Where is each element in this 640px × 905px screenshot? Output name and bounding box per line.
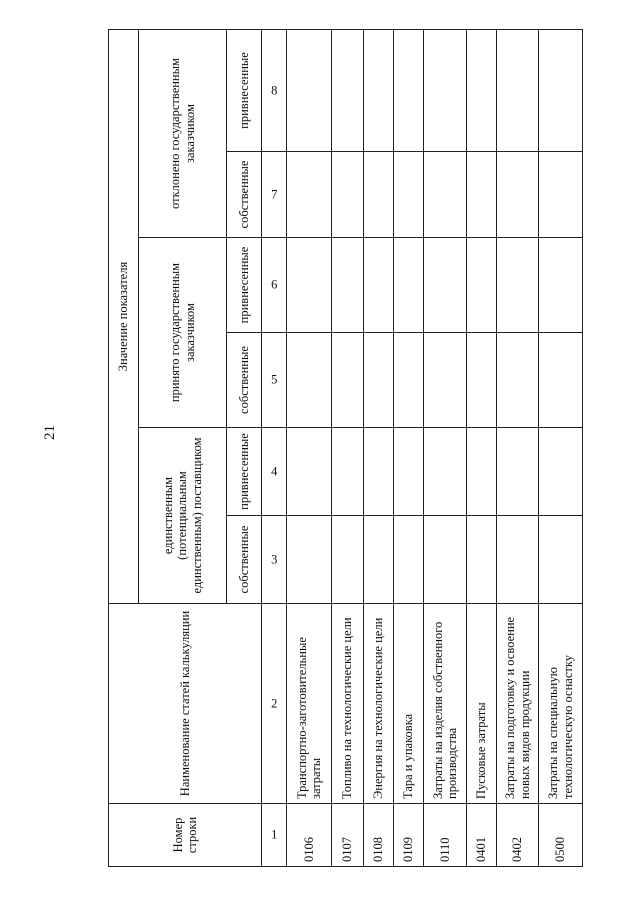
table-row bbox=[539, 29, 583, 866]
value-cell bbox=[364, 152, 394, 238]
table-row bbox=[497, 29, 539, 866]
header-indicator-value: Значение показателя bbox=[109, 29, 139, 603]
value-cell bbox=[467, 333, 497, 428]
value-cell bbox=[287, 29, 332, 151]
column-number: 6 bbox=[262, 238, 287, 333]
value-cell bbox=[364, 238, 394, 333]
row-code: 0107 bbox=[332, 804, 364, 867]
value-cell bbox=[497, 29, 539, 151]
value-cell bbox=[467, 428, 497, 516]
value-cell bbox=[394, 238, 424, 333]
row-code: 0500 bbox=[539, 804, 583, 867]
table-row bbox=[424, 29, 467, 866]
value-cell bbox=[287, 516, 332, 604]
header-sub-brought: привнесенные bbox=[227, 29, 262, 151]
header-group-accepted: принято государственным заказчиком bbox=[139, 238, 227, 428]
table-row bbox=[394, 29, 424, 866]
header-group-supplier: единственным (потенциальным единственным) поставщиком bbox=[139, 428, 227, 604]
value-cell bbox=[497, 333, 539, 428]
column-number: 7 bbox=[262, 152, 287, 238]
value-cell bbox=[394, 516, 424, 604]
header-sub-brought: привнесенные bbox=[227, 238, 262, 333]
value-cell bbox=[364, 428, 394, 516]
value-cell bbox=[394, 333, 424, 428]
value-cell bbox=[332, 333, 364, 428]
column-number: 4 bbox=[262, 428, 287, 516]
row-code: 0402 bbox=[497, 804, 539, 867]
value-cell bbox=[539, 428, 583, 516]
table-row bbox=[364, 29, 394, 866]
row-name: Транспортно-заготовительные затраты bbox=[287, 604, 332, 804]
table-row bbox=[287, 29, 332, 866]
value-cell bbox=[539, 516, 583, 604]
value-cell bbox=[332, 152, 364, 238]
value-cell bbox=[364, 516, 394, 604]
header-item-name: Наименование статей калькуляции bbox=[109, 604, 262, 804]
value-cell bbox=[467, 238, 497, 333]
rotated-table-wrapper bbox=[108, 30, 575, 867]
value-cell bbox=[394, 29, 424, 151]
value-cell bbox=[364, 29, 394, 151]
row-name: Затраты на специальную технологическую оснастку bbox=[539, 604, 583, 804]
value-cell bbox=[394, 152, 424, 238]
value-cell bbox=[287, 428, 332, 516]
column-number: 8 bbox=[262, 29, 287, 151]
header-row-number: Номер строки bbox=[109, 804, 262, 867]
column-number: 5 bbox=[262, 333, 287, 428]
column-number: 2 bbox=[262, 604, 287, 804]
value-cell bbox=[364, 333, 394, 428]
value-cell bbox=[287, 238, 332, 333]
value-cell bbox=[424, 516, 467, 604]
row-name: Топливо на технологические цели bbox=[332, 604, 364, 804]
value-cell bbox=[467, 516, 497, 604]
row-code: 0108 bbox=[364, 804, 394, 867]
row-code: 0401 bbox=[467, 804, 497, 867]
header-sub-own: собственные bbox=[227, 152, 262, 238]
value-cell bbox=[287, 152, 332, 238]
value-cell bbox=[332, 428, 364, 516]
value-cell bbox=[539, 238, 583, 333]
header-group-rejected: отклонено государственным заказчиком bbox=[139, 29, 227, 237]
value-cell bbox=[424, 428, 467, 516]
value-cell bbox=[394, 428, 424, 516]
row-code: 0106 bbox=[287, 804, 332, 867]
value-cell bbox=[539, 333, 583, 428]
row-name: Пусковые затраты bbox=[467, 604, 497, 804]
value-cell bbox=[424, 29, 467, 151]
row-code: 0110 bbox=[424, 804, 467, 867]
row-name: Затраты на подготовку и освоение новых видов продукции bbox=[497, 604, 539, 804]
value-cell bbox=[424, 238, 467, 333]
column-number: 3 bbox=[262, 516, 287, 604]
value-cell bbox=[332, 516, 364, 604]
value-cell bbox=[497, 238, 539, 333]
page-number: 21 bbox=[42, 425, 58, 440]
calculation-table bbox=[108, 29, 583, 867]
value-cell bbox=[424, 333, 467, 428]
value-cell bbox=[539, 29, 583, 151]
row-name: Затраты на изделия собственного производства bbox=[424, 604, 467, 804]
value-cell bbox=[497, 428, 539, 516]
value-cell bbox=[332, 29, 364, 151]
value-cell bbox=[497, 516, 539, 604]
row-name: Тара и упаковка bbox=[394, 604, 424, 804]
header-sub-own: собственные bbox=[227, 333, 262, 428]
value-cell bbox=[424, 152, 467, 238]
header-sub-brought: привнесенные bbox=[227, 428, 262, 516]
value-cell bbox=[539, 152, 583, 238]
header-sub-own: собственные bbox=[227, 516, 262, 604]
value-cell bbox=[467, 152, 497, 238]
value-cell bbox=[467, 29, 497, 151]
row-code: 0109 bbox=[394, 804, 424, 867]
value-cell bbox=[332, 238, 364, 333]
row-name: Энергия на технологические цели bbox=[364, 604, 394, 804]
value-cell bbox=[287, 333, 332, 428]
column-number: 1 bbox=[262, 804, 287, 867]
table-row bbox=[467, 29, 497, 866]
value-cell bbox=[497, 152, 539, 238]
table-row bbox=[332, 29, 364, 866]
